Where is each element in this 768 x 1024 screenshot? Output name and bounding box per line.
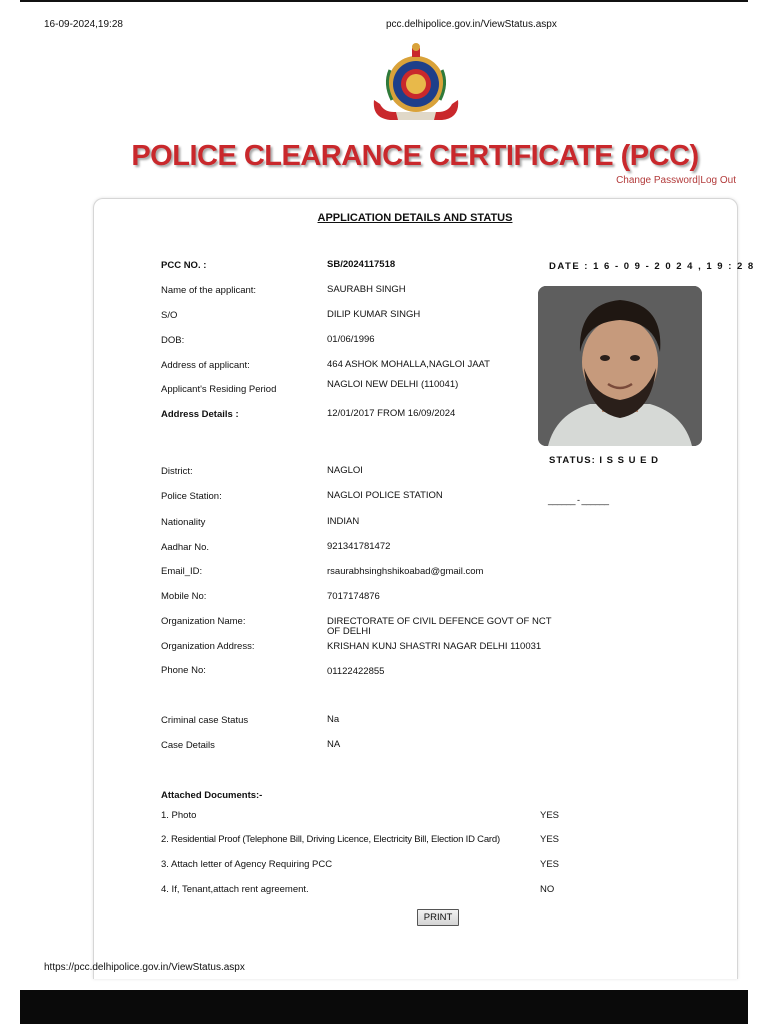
applicant-photo	[538, 286, 702, 446]
org-name-label: Organization Name:	[161, 616, 246, 627]
aadhar-label: Aadhar No.	[161, 542, 210, 553]
print-button[interactable]: PRINT	[417, 909, 459, 926]
so-label: S/O	[161, 310, 178, 321]
police-station-value: NAGLOI POLICE STATION	[327, 490, 443, 501]
residing-period-value: 12/01/2017 FROM 16/09/2024	[327, 408, 456, 419]
dob-label: DOB:	[161, 335, 185, 346]
footer-url: https://pcc.delhipolice.gov.in/ViewStatus.aspx	[44, 962, 245, 973]
attached-documents-heading: Attached Documents:-	[161, 790, 263, 801]
email-label: Email_ID:	[161, 566, 203, 577]
org-address-label: Organization Address:	[161, 641, 255, 652]
address-continued: NAGLOI NEW DELHI (110041)	[327, 379, 459, 390]
email-value: rsaurabhsinghshikoabad@gmail.com	[327, 566, 484, 577]
address-value: 464 ASHOK MOHALLA,NAGLOI JAAT	[327, 359, 490, 370]
pcc-no-label: PCC NO. :	[161, 260, 207, 271]
org-address-value: KRISHAN KUNJ SHASTRI NAGAR DELHI 110031	[327, 641, 542, 652]
mobile-label: Mobile No:	[161, 591, 207, 602]
case-details-label: Case Details	[161, 740, 215, 751]
police-station-label: Police Station:	[161, 491, 222, 502]
mobile-value: 7017174876	[327, 591, 380, 602]
phone-value: 01122422855	[327, 666, 385, 677]
account-links	[616, 175, 736, 186]
application-heading: APPLICATION DETAILS AND STATUS	[317, 212, 513, 224]
status-badge: STATUS: I S S U E D	[549, 455, 659, 466]
document-status: YES	[540, 810, 560, 821]
criminal-status-value: Na	[327, 714, 340, 725]
criminal-status-label: Criminal case Status	[161, 715, 249, 726]
nationality-label: Nationality	[161, 517, 206, 528]
bottom-bar	[20, 990, 748, 1024]
so-value: DILIP KUMAR SINGH	[327, 309, 421, 320]
name-label: Name of the applicant:	[161, 285, 257, 296]
page-title: POLICE CLEARANCE CERTIFICATE (PCC)	[131, 140, 699, 172]
date-display: DATE : 1 6 - 0 9 - 2 0 2 4 , 1 9 : 2 8	[549, 261, 755, 272]
document-item: 1. Photo	[161, 810, 197, 821]
link-separator: |	[697, 175, 701, 186]
document-item: 4. If, Tenant,attach rent agreement.	[161, 884, 309, 895]
org-name-value: DIRECTORATE OF CIVIL DEFENCE GOVT OF NCT OF DELHI	[327, 616, 552, 637]
document-status: YES	[540, 834, 560, 845]
change-password-link[interactable]: Change Password	[616, 175, 698, 186]
document-item: 2. Residential Proof (Telephone Bill, Driving Licence, Electricity Bill, Election ID Card)	[161, 834, 500, 845]
pcc-no-value: SB/2024117518	[327, 259, 396, 270]
address-details-label: Address Details :	[161, 409, 239, 420]
log-out-link[interactable]: Log Out	[700, 175, 736, 186]
case-details-value: NA	[327, 739, 341, 750]
phone-label: Phone No:	[161, 665, 206, 676]
nationality-value: INDIAN	[327, 516, 360, 527]
residing-period-label: Applicant's Residing Period	[161, 384, 277, 395]
print-datetime: 16-09-2024,19:28	[44, 19, 123, 30]
page-url: pcc.delhipolice.gov.in/ViewStatus.aspx	[386, 19, 557, 30]
district-value: NAGLOI	[327, 465, 363, 476]
district-label: District:	[161, 466, 193, 477]
top-border	[20, 0, 748, 2]
aadhar-value: 921341781472	[327, 541, 391, 552]
address-label: Address of applicant:	[161, 360, 250, 371]
name-value: SAURABH SINGH	[327, 284, 406, 295]
delhi-police-emblem-icon	[368, 40, 464, 132]
dob-value: 01/06/1996	[327, 334, 375, 345]
signature-line: ______ - ______	[548, 495, 609, 505]
document-item: 3. Attach letter of Agency Requiring PCC	[161, 859, 333, 870]
document-status: YES	[540, 859, 560, 870]
document-status: NO	[540, 884, 555, 895]
